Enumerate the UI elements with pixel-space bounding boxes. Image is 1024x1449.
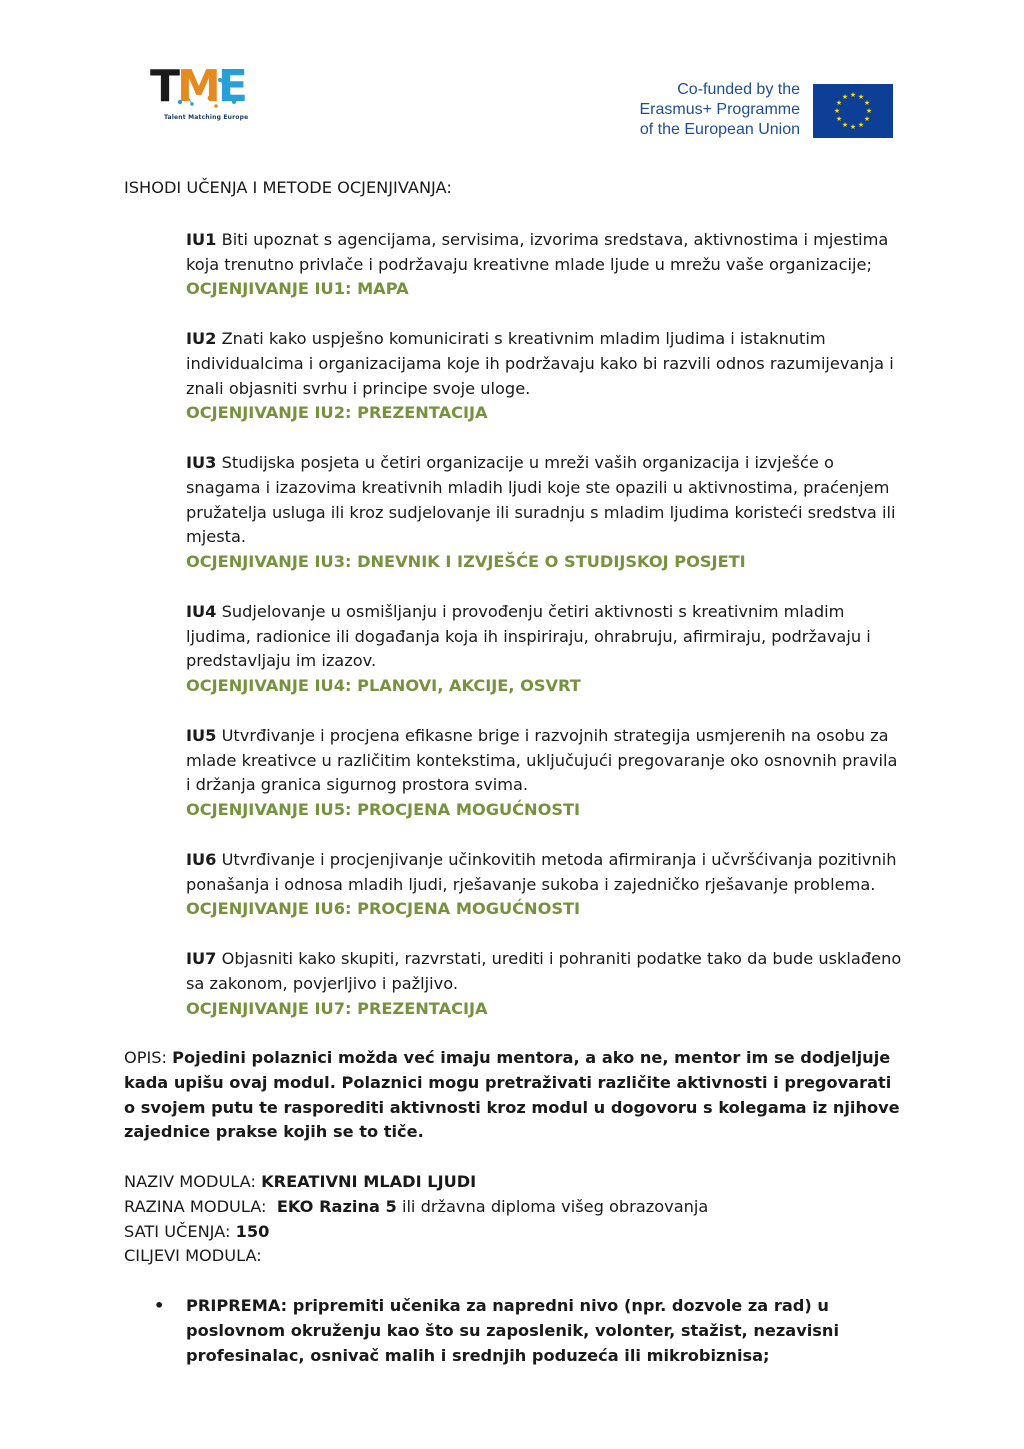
eu-cofunding-text <box>640 80 801 140</box>
learning-outcomes-list <box>186 228 904 1022</box>
outcome-iu6 <box>186 848 904 922</box>
outcome-assessment: OCJENJIVANJE IU5: PROCJENA MOGUĆNOSTI <box>186 800 581 820</box>
outcome-text: Utvrđivanje i procjenjivanje učinkovitih metoda afirmiranja i učvršćivanja pozitivnih ponašanja i odnosa mladih ljudi, rješavanje sukoba i zajedničko rješavanje problema. <box>186 849 897 894</box>
eu-line-3: of the European Union <box>639 121 800 138</box>
svg-text:★: ★ <box>857 93 865 101</box>
tme-logo <box>150 62 270 128</box>
outcome-iu7 <box>186 947 904 1021</box>
description-label: OPIS: <box>124 1048 173 1068</box>
module-hours-label: SATI UČENJA: <box>124 1221 236 1241</box>
logo-letter-e: E <box>217 61 245 112</box>
outcome-text: Objasniti kako skupiti, razvrstati, urediti i pohraniti podatke tako da bude usklađeno sa zakonom, povjerljivo i pažljivo. <box>186 948 902 993</box>
module-name-value: KREATIVNI MLADI LJUDI <box>261 1172 477 1192</box>
outcome-code: IU5 <box>186 725 217 745</box>
eu-flag-icon <box>813 84 893 138</box>
module-level-line <box>124 1195 904 1220</box>
svg-text:★: ★ <box>841 121 849 129</box>
outcome-text: Sudjelovanje u osmišljanju i provođenju četiri aktivnosti s kreativnim mladim ljudima, radionice ili događanja koja ih inspiriraju, ohrabruju, afirmiraju, podržavaju i predstavljaju im izazov. <box>186 601 871 671</box>
outcome-text: Utvrđivanje i procjena efikasne brige i razvojnih strategija usmjerenih na osobu za mlade kreativce u različitim kontekstima, uključujući pregovaranje oko osnovnih pravila i držanja granica sigurnog prostora svima. <box>186 725 898 795</box>
outcome-code: IU4 <box>186 601 217 621</box>
tme-logo-letters <box>150 62 245 112</box>
outcome-code: IU1 <box>186 229 217 249</box>
module-name-label: NAZIV MODULA: <box>124 1172 262 1192</box>
eu-line-1: Co-funded by the <box>677 81 800 98</box>
module-name-line <box>124 1170 904 1195</box>
document-body <box>124 176 904 1368</box>
module-level-value: EKO Razina 5 <box>276 1196 397 1216</box>
module-hours-line <box>124 1220 904 1245</box>
outcome-assessment: OCJENJIVANJE IU2: PREZENTACIJA <box>186 403 488 423</box>
module-level-label: RAZINA MODULA: <box>124 1196 277 1216</box>
outcome-iu3 <box>186 451 904 575</box>
logo-tagline: Talent Matching Europe <box>164 114 249 121</box>
outcome-iu5 <box>186 724 904 823</box>
module-hours-value: 150 <box>235 1221 270 1241</box>
outcome-assessment: OCJENJIVANJE IU1: MAPA <box>186 279 409 299</box>
outcome-text: Znati kako uspješno komunicirati s kreativnim mladim ljudima i istaknutim individualcima i organizacijama koje ih podržavaju kako bi razvili odnos razumijevanja i znali objasniti svrhu i principe svoje uloge. <box>186 328 894 398</box>
svg-text:★: ★ <box>849 123 857 131</box>
svg-text:★: ★ <box>865 107 873 115</box>
outcome-assessment: OCJENJIVANJE IU4: PLANOVI, AKCIJE, OSVRT <box>186 676 581 696</box>
outcome-text: Studijska posjeta u četiri organizacije u mreži vaših organizacija i izvješće o snagama i izazovima kreativnih mladih ljudi koje ste opazili u aktivnostima, praćenjem pružatelja usluga ili kroz sudjelovanje ili suradnju s mladim ljudima koristeći sredstva ili mjesta. <box>186 452 896 547</box>
outcome-assessment: OCJENJIVANJE IU3: DNEVNIK I IZVJEŠĆE O STUDIJSKOJ POSJETI <box>186 552 746 572</box>
outcome-code: IU3 <box>186 452 217 472</box>
list-item <box>124 1294 904 1368</box>
goal-text: PRIPREMA: pripremiti učenika za napredni nivo (npr. dozvole za rad) u poslovnom okruženju kao što su zaposlenik, volonter, stažist, nezavisni profesinalac, osnivač malih i srednjih poduzeća ili mikrobiznisa; <box>186 1296 839 1365</box>
module-goals-label: CILJEVI MODULA: <box>124 1246 262 1266</box>
outcome-iu1 <box>186 228 904 302</box>
eu-stars-icon <box>813 84 893 138</box>
module-goals-list <box>124 1294 904 1368</box>
outcome-iu2 <box>186 327 904 426</box>
svg-text:★: ★ <box>863 99 871 107</box>
outcome-code: IU6 <box>186 849 217 869</box>
logo-letter-m: M <box>177 61 218 112</box>
outcome-code: IU2 <box>186 328 217 348</box>
svg-text:★: ★ <box>857 121 865 129</box>
outcome-assessment: OCJENJIVANJE IU7: PREZENTACIJA <box>186 998 488 1018</box>
description-paragraph <box>124 1046 904 1145</box>
outcome-code: IU7 <box>186 948 217 968</box>
svg-text:★: ★ <box>835 99 843 107</box>
logo-letter-t: T <box>150 61 178 112</box>
section-title: ISHODI UČENJA I METODE OCJENJIVANJA: <box>124 178 452 197</box>
outcome-assessment: OCJENJIVANJE IU6: PROCJENA MOGUĆNOSTI <box>186 899 581 919</box>
outcome-text: Biti upoznat s agencijama, servisima, izvorima sredstava, aktivnostima i mjestima koja trenutno privlače i podržavaju kreativne mlade ljude u mrežu vaše organizacije; <box>186 229 889 274</box>
svg-text:★: ★ <box>833 107 841 115</box>
svg-text:★: ★ <box>863 115 871 123</box>
svg-text:★: ★ <box>835 115 843 123</box>
module-level-suffix: ili državna diploma višeg obrazovanja <box>396 1196 709 1216</box>
bullet-icon: • <box>154 1296 165 1316</box>
svg-text:★: ★ <box>849 91 857 99</box>
outcome-iu4 <box>186 600 904 699</box>
description-text: Pojedini polaznici možda već imaju mentora, a ako ne, mentor im se dodjeljuje kada upišu ovaj modul. Polaznici mogu pretraživati različite aktivnosti i pregovarati o svojem putu te rasporediti aktivnosti kroz modul u dogovoru s kolegama iz njihove zajednice prakse kojih se to tiče. <box>124 1048 900 1142</box>
eu-line-2: Erasmus+ Programme <box>639 101 800 118</box>
svg-text:★: ★ <box>841 93 849 101</box>
